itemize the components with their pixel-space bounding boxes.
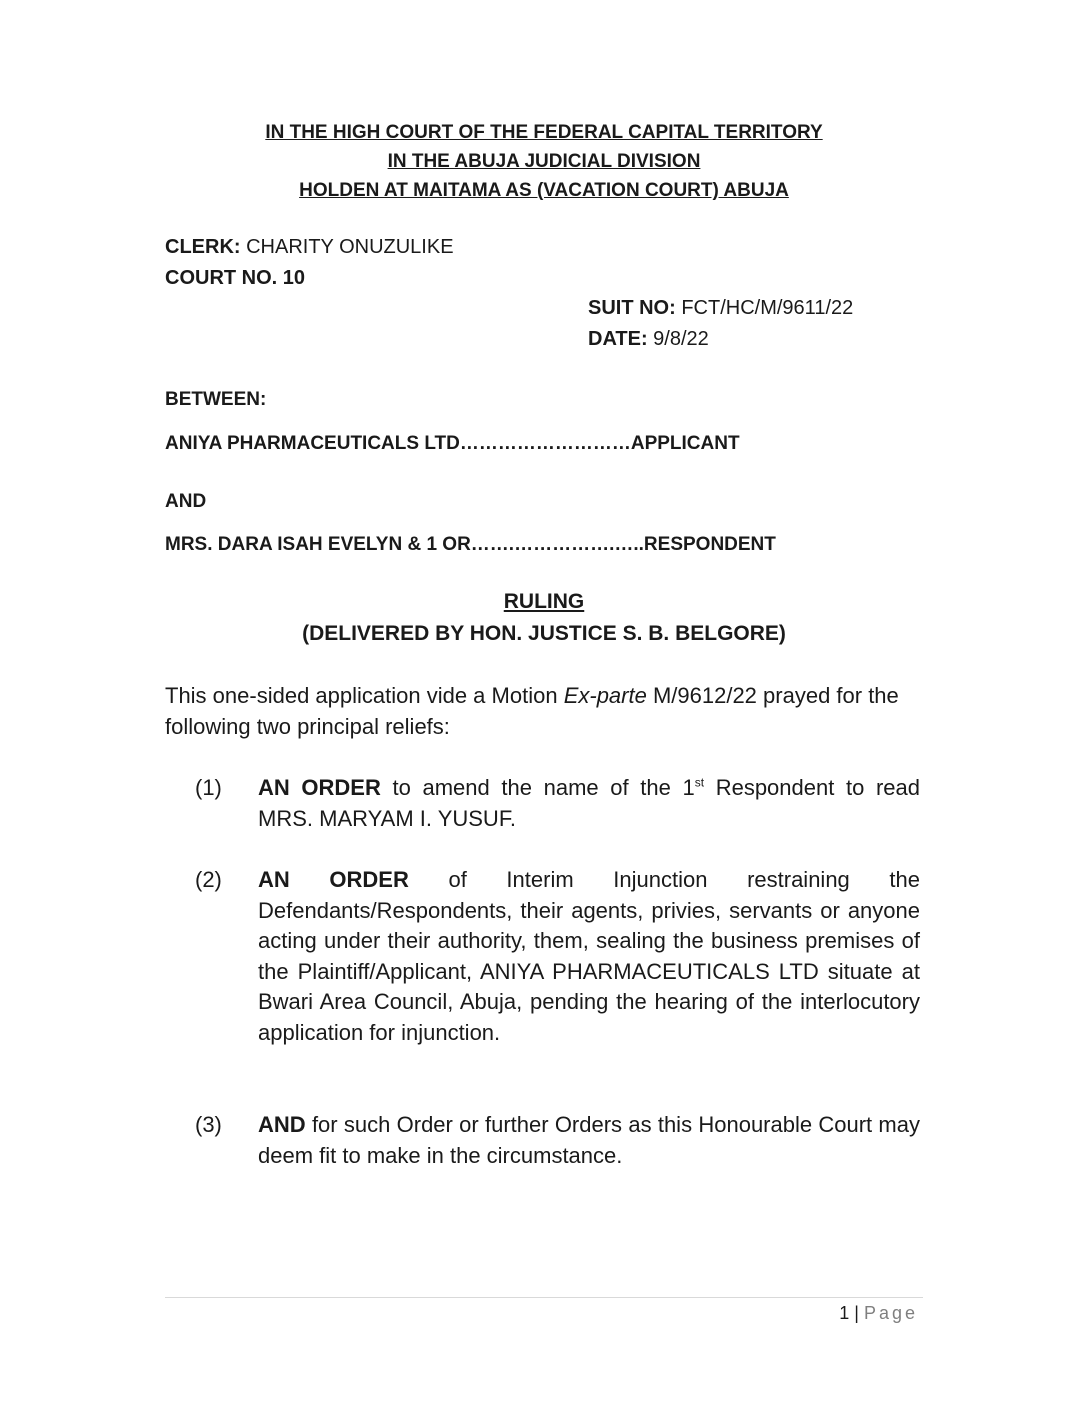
- date-line: [588, 328, 709, 351]
- intro-text-1: This one-sided application vide a Motion: [165, 683, 564, 708]
- relief-1-text-b: Respondent to read MRS. MARYAM I. YUSUF.: [258, 775, 920, 831]
- court-header-line-3: HOLDEN AT MAITAMA AS (VACATION COURT) ABUJA: [299, 180, 789, 201]
- intro-italic: Ex-parte: [563, 683, 647, 708]
- relief-3-bold: AND: [258, 1112, 306, 1137]
- relief-1-sup: st: [694, 775, 705, 790]
- intro-paragraph: [165, 681, 922, 742]
- relief-2-body: of Interim Injunction restraining the Defendants/Respondents, their agents, privies, servants or anyone acting under their authority, them, sealing the business premises of the Plaintiff/Applicant, ANIYA PHARMACEUTICALS LTD situate at Bwari Area Council, Abuja, pending the hearing of the interlocutory application for injunction.: [258, 867, 920, 1045]
- intro-text-2: M/9612/22 prayed for the following two principal reliefs:: [165, 683, 899, 739]
- clerk-value: CHARITY ONUZULIKE: [240, 236, 454, 258]
- clerk-line: [165, 236, 454, 259]
- page-word: Page: [863, 1303, 918, 1323]
- court-number: COURT NO. 10: [165, 267, 306, 289]
- relief-3-number: (3): [195, 1112, 222, 1137]
- court-header-line-1: IN THE HIGH COURT OF THE FEDERAL CAPITAL TERRITORY: [265, 122, 823, 143]
- relief-1-text-a: to amend the name of the 1: [380, 775, 695, 800]
- relief-1-number: (1): [195, 775, 222, 800]
- court-header-line-2: IN THE ABUJA JUDICIAL DIVISION: [387, 151, 701, 172]
- relief-3-body: for such Order or further Orders as this Honourable Court may deem fit to make in the circumstance.: [258, 1112, 920, 1168]
- applicant-line: ANIYA PHARMACEUTICALS LTD………………………APPLICANT: [165, 433, 740, 454]
- respondent-line: MRS. DARA ISAH EVELYN & 1 OR…….…………….…..RESPONDENT: [165, 534, 776, 555]
- date-value: 9/8/22: [647, 328, 709, 350]
- suit-label: SUIT NO:: [588, 297, 676, 319]
- between-label: BETWEEN:: [165, 389, 267, 410]
- relief-3-text: [258, 1110, 920, 1171]
- ruling-title: RULING: [503, 590, 585, 613]
- relief-1-text: [258, 773, 920, 834]
- footer-separator: |: [849, 1303, 864, 1323]
- relief-2-bold: AN ORDER: [258, 867, 409, 892]
- suit-value: FCT/HC/M/9611/22: [675, 297, 854, 319]
- clerk-label: CLERK:: [165, 236, 241, 258]
- page-footer: [839, 1303, 918, 1324]
- relief-2-text: [258, 865, 920, 1048]
- page-number: 1: [839, 1303, 850, 1323]
- relief-2-number: (2): [195, 867, 222, 892]
- and-label: AND: [165, 491, 207, 512]
- date-label: DATE:: [588, 328, 648, 350]
- suit-number-line: [588, 297, 853, 320]
- relief-1-bold: AN ORDER: [258, 775, 381, 800]
- delivered-by: (DELIVERED BY HON. JUSTICE S. B. BELGORE): [302, 622, 786, 645]
- footer-divider: [165, 1297, 923, 1298]
